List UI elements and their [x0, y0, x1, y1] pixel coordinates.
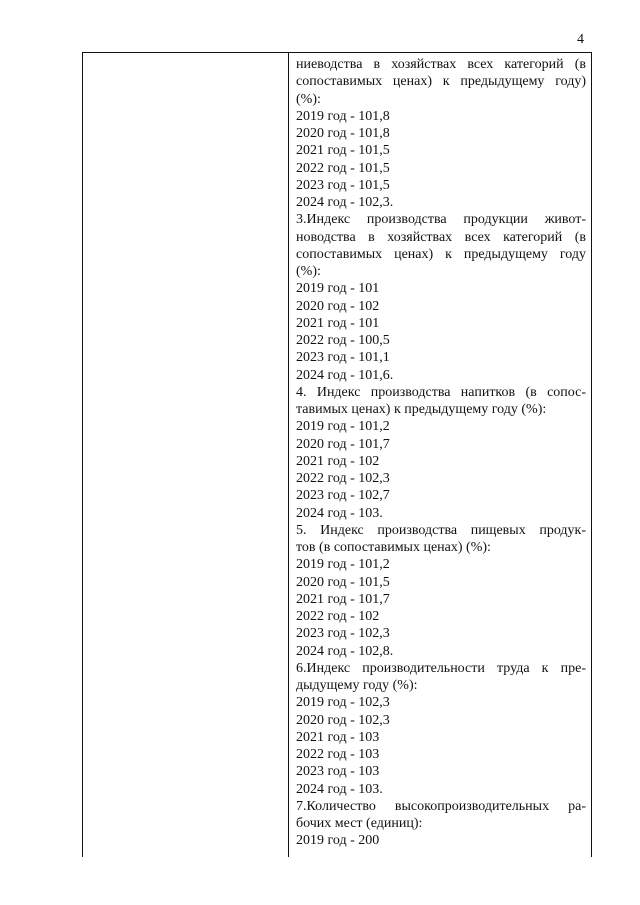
text-line: 2024 год - 102,3. [296, 195, 394, 210]
text-line: 6.Индекс производительности труда к пре- [296, 660, 586, 676]
text-line: 2022 год - 102 [296, 609, 380, 624]
text-line: 2023 год - 102,3 [296, 626, 390, 642]
text-line: 2019 год - 101,8 [296, 108, 390, 124]
text-line: 2024 год - 103. [296, 781, 383, 797]
text-line: 2020 год - 102 [296, 298, 380, 314]
text-line: 2021 год - 102 [296, 453, 380, 469]
text-line: тов (в сопоставимых ценах) (%): [296, 540, 491, 555]
text-line: 2019 год - 200 [296, 833, 380, 849]
text-line: 2024 год - 103. [296, 505, 383, 521]
text-line: 2023 год - 103 [296, 764, 380, 780]
text-line: 2020 год - 101,7 [296, 436, 390, 452]
text-line: 2022 год - 102,3 [296, 471, 390, 486]
text-line: 2019 год - 102,3 [296, 695, 390, 711]
text-line: 2020 год - 102,3 [296, 712, 390, 728]
table-left-column [83, 53, 289, 857]
text-line: 2021 год - 101 [296, 315, 380, 331]
text-line: 2021 год - 101,7 [296, 591, 390, 607]
text-line: ниеводства в хозяйствах всех категорий (в [296, 57, 586, 72]
text-line: тавимых ценах) к предыдущему году (%): [296, 402, 547, 417]
text-line: 2022 год - 103 [296, 747, 380, 762]
text-line: 2023 год - 101,1 [296, 350, 390, 366]
text-line: 3.Индекс производства продукции живот- [296, 212, 586, 228]
text-line: 2024 год - 101,6. [296, 367, 394, 383]
text-line: (%): [296, 264, 321, 279]
text-line: 2019 год - 101 [296, 281, 380, 297]
text-line: 2022 год - 100,5 [296, 333, 390, 348]
text-line: 2023 год - 101,5 [296, 177, 390, 193]
text-line: (%): [296, 91, 321, 107]
text-line: бочих мест (единиц): [296, 816, 423, 831]
text-line: 2021 год - 103 [296, 729, 380, 745]
page-number: 4 [577, 32, 584, 47]
text-line: сопоставимых ценах) к предыдущему году) [296, 74, 586, 90]
text-line: 2023 год - 102,7 [296, 488, 390, 504]
text-line: 2024 год - 102,8. [296, 643, 394, 659]
text-line: сопоставимых ценах) к предыдущему году [296, 246, 586, 262]
text-line: 2021 год - 101,5 [296, 143, 390, 159]
text-line: 7.Количество высокопроизводительных ра- [296, 798, 586, 814]
text-line: 2022 год - 101,5 [296, 160, 390, 176]
text-line: 2019 год - 101,2 [296, 557, 390, 573]
text-line: дыдущему году (%): [296, 678, 418, 693]
text-line: 2020 год - 101,8 [296, 126, 390, 141]
text-line: 2019 год - 101,2 [296, 419, 390, 435]
text-line: 2020 год - 101,5 [296, 574, 390, 590]
text-line: 5. Индекс производства пищевых продук- [296, 522, 586, 538]
text-line: новодства в хозяйствах всех категорий (в [296, 229, 586, 245]
document-table [82, 52, 592, 857]
table-right-column [296, 56, 586, 850]
text-line: 4. Индекс производства напитков (в сопос- [296, 384, 586, 400]
